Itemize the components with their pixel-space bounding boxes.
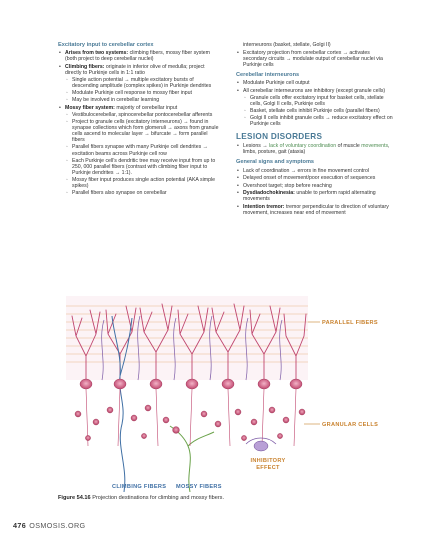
item-text: originate in inferior olive of medulla; project directly to Purkinje cells in 1:1 ratio — [65, 63, 205, 76]
list-item — [236, 143, 394, 155]
label-granular-cells — [304, 422, 378, 428]
list-item — [58, 105, 220, 196]
figure-caption — [58, 495, 394, 501]
sub-item: ◦ Modulate Purkinje cell response to mossy fiber input — [65, 90, 220, 96]
left-column — [58, 42, 220, 198]
sub-item: ◦ May be involved in cerebellar learning — [65, 97, 220, 103]
label-mossy-fibers: MOSSY FIBERS — [176, 484, 222, 490]
page-number: 476 — [13, 521, 27, 530]
term: Mossy fiber system: — [65, 104, 115, 111]
footer-brand: OSMOSIS.ORG — [29, 521, 86, 530]
item-text: tremor perpendicular to direction of voluntary movement, increases near end of movement — [243, 203, 389, 217]
label-parallel-fibers — [308, 320, 378, 326]
svg-text:PARALLEL FIBERS: PARALLEL FIBERS — [322, 320, 378, 326]
list-item: • Delayed onset of movement/poor execution of sequences — [236, 175, 394, 181]
sub-item: ◦ Golgi II cells inhibit granule cells → reduce excitatory effect on Purkinje cells — [243, 115, 394, 127]
sub-item: ◦ Single action potential → multiple excitatory bursts of descending amplitude (complex spikes) in Purkinje dendrites — [65, 77, 220, 89]
sub-item: ◦ Basket, stellate cells inhibit Purkinje cells (parallel fibers) — [243, 108, 394, 114]
list-item: • Overshoot target; stop before reaching — [236, 183, 394, 189]
term: Arises from two systems: — [65, 50, 129, 57]
climbing-fibers-sublist — [65, 77, 220, 103]
item-text: , limbs, posture, gait (ataxia) — [243, 143, 390, 156]
label-climbing-fibers: CLIMBING FIBERS — [112, 484, 167, 490]
term: Dysdiadochokinesia: — [243, 190, 295, 197]
section-title-lesion-disorders: LESION DISORDERS — [236, 132, 323, 142]
heading-general-signs: General signs and symptoms — [236, 159, 315, 166]
caption-text: Projection destinations for climbing and mossy fibers. — [90, 495, 225, 501]
list-item: • Excitatory projection from cerebellar cortex → activates secondary circuits → modulate output of cerebellar nuclei via Purkinje cells — [236, 50, 394, 68]
sub-item: ◦ Parallel fibers also synapse on cerebellar — [65, 190, 220, 196]
item-text: All cerebellar interneurons are inhibitory (except granule cells) — [243, 87, 386, 94]
svg-text:EFFECT: EFFECT — [256, 465, 280, 471]
heading-excitatory-input: Excitatory input to cerebellar cortex — [58, 42, 154, 48]
figure-number: Figure 54.16 — [58, 495, 91, 501]
list-item — [58, 50, 220, 62]
list-item: • Lack of coordination → errors in fine movement control — [236, 168, 394, 174]
excitatory-projection-list — [236, 50, 394, 68]
sub-item: ◦ Mossy fiber input produces single action potential (AKA simple spikes) — [65, 177, 220, 189]
item-text: climbing fibers, mossy fiber system (both project to deep cerebellar nuclei) — [65, 50, 211, 63]
excitatory-input-list — [58, 50, 220, 196]
link-lack-of-voluntary-coordination[interactable]: lack of voluntary coordination — [268, 143, 337, 150]
link-movements[interactable]: movements — [361, 143, 389, 150]
mossy-fiber-sublist — [65, 112, 220, 196]
svg-text:INHIBITORY: INHIBITORY — [250, 458, 286, 464]
lesion-list — [236, 143, 394, 155]
sub-item: ◦ Each Purkinje cell’s dendritic tree may receive input from up to 250, 000 parallel fibers (contrast with climbing fiber input to Purkinje dendrites → 1:1). — [65, 158, 220, 176]
cerebellar-circuit-illustration — [58, 296, 394, 492]
heading-cerebellar-interneurons: Cerebellar interneurons — [236, 71, 300, 78]
item-text: unable to perform rapid alternating movements — [243, 190, 376, 203]
item-text: of muscle — [336, 143, 362, 150]
sub-item: ◦ Parallel fibers synapse with many Purkinje cell dendrites → excitation beams across Purkinje cell row — [65, 144, 220, 156]
list-item — [236, 88, 394, 128]
sub-item: ◦ Project to granule cells (excitatory interneurons) → found in synapse collections which form glomeruli → axons from granule cells ascend to molecular layer → bifurcate → form parallel fibers — [65, 119, 220, 143]
item-text: majority of cerebellar input — [114, 104, 178, 111]
term: Intention tremor: — [243, 203, 285, 210]
interneurons-sublist — [243, 95, 394, 127]
list-item — [236, 190, 394, 202]
right-column — [236, 42, 394, 218]
list-item — [236, 204, 394, 216]
page-footer — [13, 521, 86, 530]
term: Climbing fibers: — [65, 63, 105, 70]
interneurons-list — [236, 80, 394, 127]
list-item — [58, 64, 220, 104]
sub-item: ◦ Granule cells offer excitatory input for basket cells, stellate cells, Golgi II cells, Purkinje cells — [243, 95, 394, 107]
svg-text:GRANULAR CELLS: GRANULAR CELLS — [322, 422, 379, 428]
item-text: Lesions → — [243, 143, 269, 150]
signs-list — [236, 168, 394, 217]
continued-text: interneurons (basket, stellate, Golgi II) — [243, 42, 331, 48]
list-item: • Modulate Purkinje cell output — [236, 80, 394, 86]
sub-item: ◦ Vestibulocerebellar, spinocerebellar pontocerebellar afferents — [65, 112, 220, 118]
